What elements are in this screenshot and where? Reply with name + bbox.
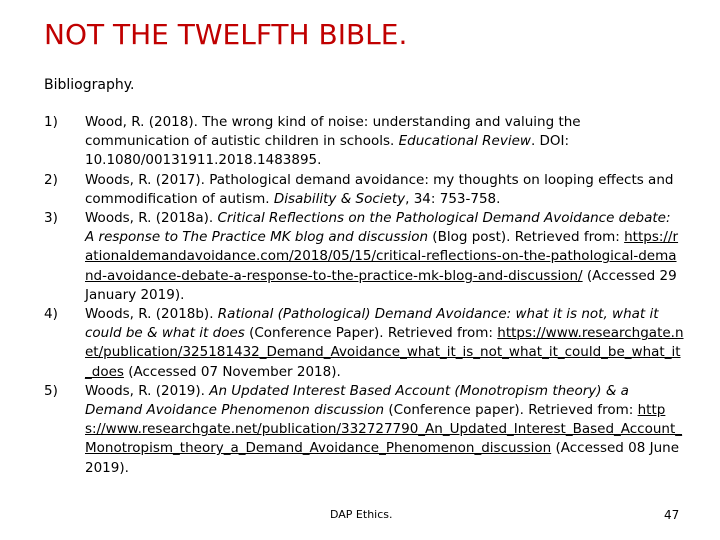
reference-text: Woods, R. (2018b). Rational (Pathological) Demand Avoidance: what it is not, what it could be & what it does (Conference Paper). Retrieved from: https://www.researchgate.net/publication/325181432_Demand_Avoidance_what_it_is_not_what_it_could_be_what_it_does (Accessed 07 November 2018).	[85, 306, 684, 380]
reference-link[interactable]: https://rationaldemandavoidance.com/2018/05/15/critical-reflections-on-the-pathological-demand-avoidance-debate-a-response-to-the-practice-mk-blog-and-discussion/	[85, 229, 679, 284]
reference-text: Woods, R. (2018a). Critical Reflections on the Pathological Demand Avoidance debate: A response to The Practice MK blog and discussion (Blog post). Retrieved from: https://rationaldemandavoidance.com/2018/05/15/critical-reflections-on-the-pathological-demand-avoidance-debate-a-response-to-the-practice-mk-blog-and-discussion/ (Accessed 29 January 2019).	[85, 210, 679, 303]
reference-list	[44, 113, 684, 478]
footer-label: DAP Ethics.	[330, 508, 393, 521]
reference-item	[44, 382, 684, 478]
reference-number: 3)	[44, 210, 58, 227]
reference-item	[44, 305, 684, 382]
reference-text: Woods, R. (2019). An Updated Interest Based Account (Monotropism theory) & a Demand Avoidance Phenomenon discussion (Conference paper). Retrieved from: https://www.researchgate.net/publication/332727790_An_Updated_Interest_Based_Account_Monotropism_theory_a_Demand_Avoidance_Phenomenon_discussion (Accessed 08 June 2019).	[85, 382, 683, 476]
page-number: 47	[664, 508, 680, 522]
page-title: NOT THE TWELFTH BIBLE.	[44, 18, 408, 51]
reference-link[interactable]: https://www.researchgate.net/publication/332727790_An_Updated_Interest_Based_Account_Monotropism_theory_a_Demand_Avoidance_Phenomenon_discussion	[85, 402, 683, 457]
section-heading: Bibliography.	[44, 77, 135, 93]
reference-number: 1)	[44, 114, 58, 130]
reference-text: Wood, R. (2018). The wrong kind of noise: understanding and valuing the communication of autistic children in schools. Educational Review. DOI: 10.1080/00131911.2018.1483895.	[85, 114, 581, 169]
reference-link[interactable]: https://www.researchgate.net/publication/325181432_Demand_Avoidance_what_it_is_not_what_it_could_be_what_it_does	[85, 325, 684, 380]
reference-number: 5)	[44, 382, 58, 399]
reference-number: 4)	[44, 306, 58, 323]
reference-item	[44, 171, 684, 209]
reference-item	[44, 209, 684, 305]
reference-text: Woods, R. (2017). Pathological demand avoidance: my thoughts on looping effects and commodification of autism. Disability & Society, 34: 753-758.	[85, 171, 674, 207]
reference-item	[44, 113, 684, 171]
reference-number: 2)	[44, 171, 58, 188]
